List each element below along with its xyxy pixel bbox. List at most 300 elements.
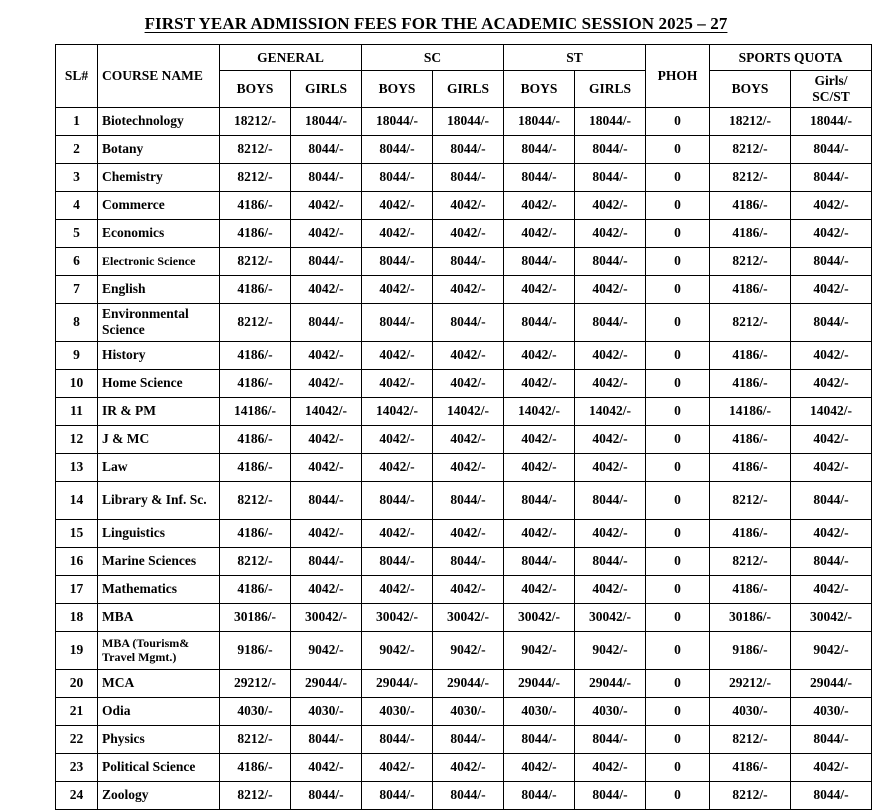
- cell-sq-girls: 8044/-: [791, 725, 872, 753]
- cell-general-boys: 4186/-: [220, 275, 291, 303]
- cell-general-girls: 8044/-: [291, 547, 362, 575]
- cell-general-girls: 4042/-: [291, 191, 362, 219]
- cell-sl: 24: [56, 781, 98, 809]
- cell-general-boys: 8212/-: [220, 163, 291, 191]
- table-row: [56, 481, 872, 519]
- header-course-name: COURSE NAME: [98, 45, 220, 108]
- table-row: [56, 397, 872, 425]
- cell-st-boys: 18044/-: [504, 107, 575, 135]
- cell-sq-girls: 4042/-: [791, 425, 872, 453]
- cell-general-boys: 30186/-: [220, 603, 291, 631]
- cell-sl: 11: [56, 397, 98, 425]
- cell-st-girls: 14042/-: [575, 397, 646, 425]
- cell-sq-girls: 9042/-: [791, 631, 872, 669]
- cell-course: J & MC: [98, 425, 220, 453]
- cell-general-girls: 4042/-: [291, 341, 362, 369]
- cell-phoh: 0: [646, 603, 710, 631]
- cell-course: Commerce: [98, 191, 220, 219]
- cell-st-boys: 8044/-: [504, 135, 575, 163]
- cell-sq-girls: 4042/-: [791, 369, 872, 397]
- cell-st-boys: 4042/-: [504, 753, 575, 781]
- cell-general-girls: 4042/-: [291, 275, 362, 303]
- header-sq-girls: Girls/ SC/ST: [791, 71, 872, 108]
- cell-sq-boys: 4186/-: [710, 341, 791, 369]
- cell-general-boys: 4186/-: [220, 575, 291, 603]
- cell-st-boys: 8044/-: [504, 781, 575, 809]
- header-sl: SL#: [56, 45, 98, 108]
- cell-sq-girls: 8044/-: [791, 135, 872, 163]
- cell-course: Law: [98, 453, 220, 481]
- table-row: [56, 575, 872, 603]
- table-row: [56, 425, 872, 453]
- cell-sq-boys: 4186/-: [710, 575, 791, 603]
- cell-course: Mathematics: [98, 575, 220, 603]
- cell-st-girls: 8044/-: [575, 135, 646, 163]
- cell-general-boys: 9186/-: [220, 631, 291, 669]
- table-row: [56, 247, 872, 275]
- cell-st-girls: 4042/-: [575, 453, 646, 481]
- cell-sc-girls: 30042/-: [433, 603, 504, 631]
- cell-st-boys: 9042/-: [504, 631, 575, 669]
- cell-sq-girls: 4042/-: [791, 219, 872, 247]
- cell-sc-boys: 4042/-: [362, 341, 433, 369]
- cell-general-girls: 8044/-: [291, 303, 362, 341]
- header-sc-girls: GIRLS: [433, 71, 504, 108]
- cell-course: Physics: [98, 725, 220, 753]
- cell-st-boys: 8044/-: [504, 547, 575, 575]
- cell-sl: 21: [56, 697, 98, 725]
- page-title: FIRST YEAR ADMISSION FEES FOR THE ACADEMIC SESSION 2025 – 27: [144, 14, 728, 33]
- cell-sc-boys: 4030/-: [362, 697, 433, 725]
- cell-sq-boys: 4186/-: [710, 219, 791, 247]
- cell-sq-boys: 18212/-: [710, 107, 791, 135]
- cell-sl: 4: [56, 191, 98, 219]
- cell-general-girls: 8044/-: [291, 247, 362, 275]
- cell-phoh: 0: [646, 369, 710, 397]
- cell-phoh: 0: [646, 481, 710, 519]
- cell-phoh: 0: [646, 219, 710, 247]
- cell-st-girls: 8044/-: [575, 781, 646, 809]
- cell-phoh: 0: [646, 163, 710, 191]
- cell-general-girls: 8044/-: [291, 163, 362, 191]
- cell-general-girls: 18044/-: [291, 107, 362, 135]
- cell-st-girls: 4042/-: [575, 341, 646, 369]
- cell-sc-girls: 4030/-: [433, 697, 504, 725]
- cell-st-girls: 30042/-: [575, 603, 646, 631]
- cell-general-girls: 4042/-: [291, 453, 362, 481]
- cell-course: Odia: [98, 697, 220, 725]
- cell-phoh: 0: [646, 697, 710, 725]
- cell-sc-girls: 4042/-: [433, 425, 504, 453]
- cell-sq-boys: 4186/-: [710, 753, 791, 781]
- cell-sc-boys: 4042/-: [362, 219, 433, 247]
- cell-sq-boys: 8212/-: [710, 303, 791, 341]
- cell-sq-boys: 14186/-: [710, 397, 791, 425]
- cell-course: Marine Sciences: [98, 547, 220, 575]
- cell-sc-boys: 4042/-: [362, 753, 433, 781]
- cell-sc-girls: 8044/-: [433, 725, 504, 753]
- cell-general-girls: 8044/-: [291, 135, 362, 163]
- cell-st-boys: 4042/-: [504, 219, 575, 247]
- cell-sq-boys: 9186/-: [710, 631, 791, 669]
- table-row: [56, 547, 872, 575]
- cell-general-girls: 30042/-: [291, 603, 362, 631]
- cell-st-girls: 4042/-: [575, 275, 646, 303]
- cell-sc-girls: 8044/-: [433, 781, 504, 809]
- cell-course: Linguistics: [98, 519, 220, 547]
- cell-course: Economics: [98, 219, 220, 247]
- cell-sc-girls: 18044/-: [433, 107, 504, 135]
- cell-sc-girls: 4042/-: [433, 275, 504, 303]
- cell-st-boys: 4042/-: [504, 425, 575, 453]
- cell-general-boys: 4030/-: [220, 697, 291, 725]
- cell-sc-boys: 8044/-: [362, 135, 433, 163]
- cell-sl: 13: [56, 453, 98, 481]
- cell-sc-boys: 4042/-: [362, 275, 433, 303]
- cell-general-boys: 8212/-: [220, 481, 291, 519]
- cell-general-girls: 8044/-: [291, 481, 362, 519]
- cell-general-boys: 4186/-: [220, 369, 291, 397]
- cell-phoh: 0: [646, 397, 710, 425]
- table-row: [56, 163, 872, 191]
- cell-general-boys: 8212/-: [220, 303, 291, 341]
- cell-st-boys: 4042/-: [504, 191, 575, 219]
- table-row: [56, 369, 872, 397]
- header-phoh: PHOH: [646, 45, 710, 108]
- fees-table-container: [0, 44, 872, 810]
- header-sports-quota: SPORTS QUOTA: [710, 45, 872, 71]
- cell-sl: 16: [56, 547, 98, 575]
- cell-general-boys: 8212/-: [220, 247, 291, 275]
- cell-course: Political Science: [98, 753, 220, 781]
- cell-sc-boys: 4042/-: [362, 425, 433, 453]
- cell-sq-girls: 4042/-: [791, 519, 872, 547]
- cell-st-girls: 8044/-: [575, 547, 646, 575]
- header-general: GENERAL: [220, 45, 362, 71]
- cell-st-girls: 8044/-: [575, 303, 646, 341]
- cell-sc-boys: 29044/-: [362, 669, 433, 697]
- cell-course: MBA (Tourism& Travel Mgmt.): [98, 631, 220, 669]
- cell-phoh: 0: [646, 575, 710, 603]
- table-row: [56, 219, 872, 247]
- header-st-girls: GIRLS: [575, 71, 646, 108]
- table-body: [56, 107, 872, 809]
- cell-phoh: 0: [646, 107, 710, 135]
- cell-sc-girls: 8044/-: [433, 547, 504, 575]
- cell-sl: 20: [56, 669, 98, 697]
- cell-course: Electronic Science: [98, 247, 220, 275]
- table-row: [56, 631, 872, 669]
- cell-phoh: 0: [646, 341, 710, 369]
- cell-general-boys: 4186/-: [220, 219, 291, 247]
- cell-st-girls: 4042/-: [575, 369, 646, 397]
- table-row: [56, 303, 872, 341]
- cell-course: IR & PM: [98, 397, 220, 425]
- cell-st-girls: 4030/-: [575, 697, 646, 725]
- cell-st-girls: 4042/-: [575, 425, 646, 453]
- cell-general-boys: 8212/-: [220, 135, 291, 163]
- table-row: [56, 341, 872, 369]
- cell-sc-girls: 8044/-: [433, 247, 504, 275]
- cell-st-boys: 4030/-: [504, 697, 575, 725]
- cell-phoh: 0: [646, 669, 710, 697]
- cell-sl: 18: [56, 603, 98, 631]
- cell-st-boys: 8044/-: [504, 303, 575, 341]
- cell-st-boys: 4042/-: [504, 275, 575, 303]
- header-st: ST: [504, 45, 646, 71]
- cell-sq-girls: 4042/-: [791, 575, 872, 603]
- cell-phoh: 0: [646, 135, 710, 163]
- cell-phoh: 0: [646, 631, 710, 669]
- header-sc-boys: BOYS: [362, 71, 433, 108]
- table-row: [56, 603, 872, 631]
- cell-sq-boys: 4186/-: [710, 275, 791, 303]
- table-row: [56, 191, 872, 219]
- cell-sq-boys: 8212/-: [710, 135, 791, 163]
- cell-phoh: 0: [646, 453, 710, 481]
- cell-course: Library & Inf. Sc.: [98, 481, 220, 519]
- cell-sc-boys: 8044/-: [362, 247, 433, 275]
- header-general-girls: GIRLS: [291, 71, 362, 108]
- cell-sc-girls: 9042/-: [433, 631, 504, 669]
- cell-sc-boys: 8044/-: [362, 547, 433, 575]
- cell-st-girls: 4042/-: [575, 575, 646, 603]
- table-row: [56, 753, 872, 781]
- cell-sl: 10: [56, 369, 98, 397]
- cell-sc-girls: 29044/-: [433, 669, 504, 697]
- cell-sq-boys: 8212/-: [710, 481, 791, 519]
- table-row: [56, 275, 872, 303]
- cell-sq-boys: 8212/-: [710, 163, 791, 191]
- cell-phoh: 0: [646, 275, 710, 303]
- cell-phoh: 0: [646, 425, 710, 453]
- cell-sc-girls: 8044/-: [433, 135, 504, 163]
- cell-sl: 6: [56, 247, 98, 275]
- cell-st-boys: 4042/-: [504, 369, 575, 397]
- cell-sl: 8: [56, 303, 98, 341]
- cell-sc-girls: 8044/-: [433, 303, 504, 341]
- cell-sl: 2: [56, 135, 98, 163]
- cell-sl: 12: [56, 425, 98, 453]
- cell-sq-girls: 4042/-: [791, 275, 872, 303]
- cell-sq-boys: 4186/-: [710, 453, 791, 481]
- cell-sc-boys: 8044/-: [362, 781, 433, 809]
- cell-sq-girls: 8044/-: [791, 781, 872, 809]
- cell-general-boys: 8212/-: [220, 547, 291, 575]
- cell-general-girls: 4042/-: [291, 369, 362, 397]
- cell-st-boys: 4042/-: [504, 453, 575, 481]
- cell-sc-boys: 18044/-: [362, 107, 433, 135]
- cell-st-girls: 4042/-: [575, 753, 646, 781]
- table-row: [56, 107, 872, 135]
- cell-sl: 3: [56, 163, 98, 191]
- cell-phoh: 0: [646, 725, 710, 753]
- cell-general-boys: 18212/-: [220, 107, 291, 135]
- cell-sq-girls: 18044/-: [791, 107, 872, 135]
- table-row: [56, 725, 872, 753]
- cell-sq-boys: 4186/-: [710, 369, 791, 397]
- cell-sq-girls: 4042/-: [791, 191, 872, 219]
- cell-st-girls: 8044/-: [575, 163, 646, 191]
- cell-general-boys: 4186/-: [220, 519, 291, 547]
- cell-course: Zoology: [98, 781, 220, 809]
- cell-st-boys: 14042/-: [504, 397, 575, 425]
- cell-sq-girls: 8044/-: [791, 547, 872, 575]
- cell-sc-girls: 4042/-: [433, 575, 504, 603]
- cell-sq-boys: 30186/-: [710, 603, 791, 631]
- cell-sq-girls: 29044/-: [791, 669, 872, 697]
- cell-sl: 1: [56, 107, 98, 135]
- cell-st-girls: 18044/-: [575, 107, 646, 135]
- cell-general-boys: 29212/-: [220, 669, 291, 697]
- cell-general-boys: 8212/-: [220, 781, 291, 809]
- cell-general-girls: 4042/-: [291, 219, 362, 247]
- cell-sc-girls: 8044/-: [433, 481, 504, 519]
- cell-sq-girls: 8044/-: [791, 163, 872, 191]
- cell-sl: 7: [56, 275, 98, 303]
- cell-course: MBA: [98, 603, 220, 631]
- cell-sc-boys: 9042/-: [362, 631, 433, 669]
- cell-general-girls: 4030/-: [291, 697, 362, 725]
- cell-st-girls: 4042/-: [575, 191, 646, 219]
- cell-sc-boys: 8044/-: [362, 481, 433, 519]
- cell-course: English: [98, 275, 220, 303]
- cell-course: History: [98, 341, 220, 369]
- cell-sl: 22: [56, 725, 98, 753]
- table-row: [56, 453, 872, 481]
- cell-general-girls: 8044/-: [291, 781, 362, 809]
- table-row: [56, 781, 872, 809]
- cell-course: Home Science: [98, 369, 220, 397]
- cell-sc-girls: 4042/-: [433, 191, 504, 219]
- cell-sl: 5: [56, 219, 98, 247]
- admission-fees-table: [55, 44, 872, 810]
- cell-st-boys: 4042/-: [504, 519, 575, 547]
- cell-course: Environmental Science: [98, 303, 220, 341]
- cell-phoh: 0: [646, 247, 710, 275]
- cell-sq-girls: 8044/-: [791, 481, 872, 519]
- cell-general-boys: 4186/-: [220, 425, 291, 453]
- cell-sc-boys: 4042/-: [362, 369, 433, 397]
- cell-st-girls: 8044/-: [575, 725, 646, 753]
- cell-general-girls: 8044/-: [291, 725, 362, 753]
- cell-general-girls: 29044/-: [291, 669, 362, 697]
- cell-sc-girls: 4042/-: [433, 369, 504, 397]
- cell-sq-girls: 4042/-: [791, 453, 872, 481]
- cell-sq-boys: 4186/-: [710, 425, 791, 453]
- cell-st-girls: 8044/-: [575, 481, 646, 519]
- cell-sc-boys: 14042/-: [362, 397, 433, 425]
- cell-st-girls: 4042/-: [575, 519, 646, 547]
- header-sq-boys: BOYS: [710, 71, 791, 108]
- header-general-boys: BOYS: [220, 71, 291, 108]
- table-row: [56, 669, 872, 697]
- cell-course: Botany: [98, 135, 220, 163]
- cell-phoh: 0: [646, 519, 710, 547]
- cell-general-boys: 4186/-: [220, 453, 291, 481]
- cell-phoh: 0: [646, 547, 710, 575]
- cell-sl: 17: [56, 575, 98, 603]
- cell-general-girls: 4042/-: [291, 425, 362, 453]
- cell-phoh: 0: [646, 753, 710, 781]
- cell-st-boys: 4042/-: [504, 575, 575, 603]
- cell-st-boys: 4042/-: [504, 341, 575, 369]
- cell-sq-girls: 14042/-: [791, 397, 872, 425]
- cell-sc-boys: 8044/-: [362, 163, 433, 191]
- cell-st-girls: 8044/-: [575, 247, 646, 275]
- cell-sq-boys: 4186/-: [710, 519, 791, 547]
- cell-sc-boys: 4042/-: [362, 453, 433, 481]
- cell-st-boys: 8044/-: [504, 481, 575, 519]
- cell-sc-boys: 4042/-: [362, 575, 433, 603]
- cell-sl: 23: [56, 753, 98, 781]
- cell-sc-boys: 8044/-: [362, 725, 433, 753]
- cell-sq-boys: 29212/-: [710, 669, 791, 697]
- cell-st-girls: 9042/-: [575, 631, 646, 669]
- cell-sq-girls: 4030/-: [791, 697, 872, 725]
- cell-sq-boys: 4186/-: [710, 191, 791, 219]
- cell-general-boys: 8212/-: [220, 725, 291, 753]
- cell-general-boys: 14186/-: [220, 397, 291, 425]
- cell-general-boys: 4186/-: [220, 191, 291, 219]
- table-row: [56, 519, 872, 547]
- table-header: [56, 45, 872, 108]
- table-row: [56, 697, 872, 725]
- cell-course: Chemistry: [98, 163, 220, 191]
- cell-general-boys: 4186/-: [220, 341, 291, 369]
- cell-sq-girls: 8044/-: [791, 303, 872, 341]
- cell-phoh: 0: [646, 781, 710, 809]
- cell-sq-boys: 8212/-: [710, 781, 791, 809]
- cell-phoh: 0: [646, 191, 710, 219]
- cell-sl: 9: [56, 341, 98, 369]
- cell-st-girls: 4042/-: [575, 219, 646, 247]
- cell-sq-boys: 4030/-: [710, 697, 791, 725]
- cell-course: Biotechnology: [98, 107, 220, 135]
- cell-sq-girls: 8044/-: [791, 247, 872, 275]
- cell-st-boys: 8044/-: [504, 725, 575, 753]
- cell-sc-girls: 14042/-: [433, 397, 504, 425]
- cell-sc-girls: 4042/-: [433, 219, 504, 247]
- cell-sc-boys: 30042/-: [362, 603, 433, 631]
- cell-sq-girls: 30042/-: [791, 603, 872, 631]
- cell-st-boys: 8044/-: [504, 163, 575, 191]
- cell-sc-girls: 4042/-: [433, 341, 504, 369]
- cell-sc-girls: 4042/-: [433, 519, 504, 547]
- cell-general-girls: 4042/-: [291, 575, 362, 603]
- cell-sc-girls: 4042/-: [433, 753, 504, 781]
- cell-sc-girls: 4042/-: [433, 453, 504, 481]
- cell-course: MCA: [98, 669, 220, 697]
- cell-st-boys: 30042/-: [504, 603, 575, 631]
- header-sc: SC: [362, 45, 504, 71]
- cell-sc-boys: 8044/-: [362, 303, 433, 341]
- cell-sq-boys: 8212/-: [710, 247, 791, 275]
- cell-sl: 14: [56, 481, 98, 519]
- table-row: [56, 135, 872, 163]
- cell-general-boys: 4186/-: [220, 753, 291, 781]
- cell-sq-girls: 4042/-: [791, 753, 872, 781]
- cell-st-boys: 29044/-: [504, 669, 575, 697]
- cell-st-girls: 29044/-: [575, 669, 646, 697]
- cell-general-girls: 9042/-: [291, 631, 362, 669]
- cell-sl: 15: [56, 519, 98, 547]
- cell-sq-girls: 4042/-: [791, 341, 872, 369]
- cell-sc-boys: 4042/-: [362, 191, 433, 219]
- cell-phoh: 0: [646, 303, 710, 341]
- cell-general-girls: 14042/-: [291, 397, 362, 425]
- cell-sc-boys: 4042/-: [362, 519, 433, 547]
